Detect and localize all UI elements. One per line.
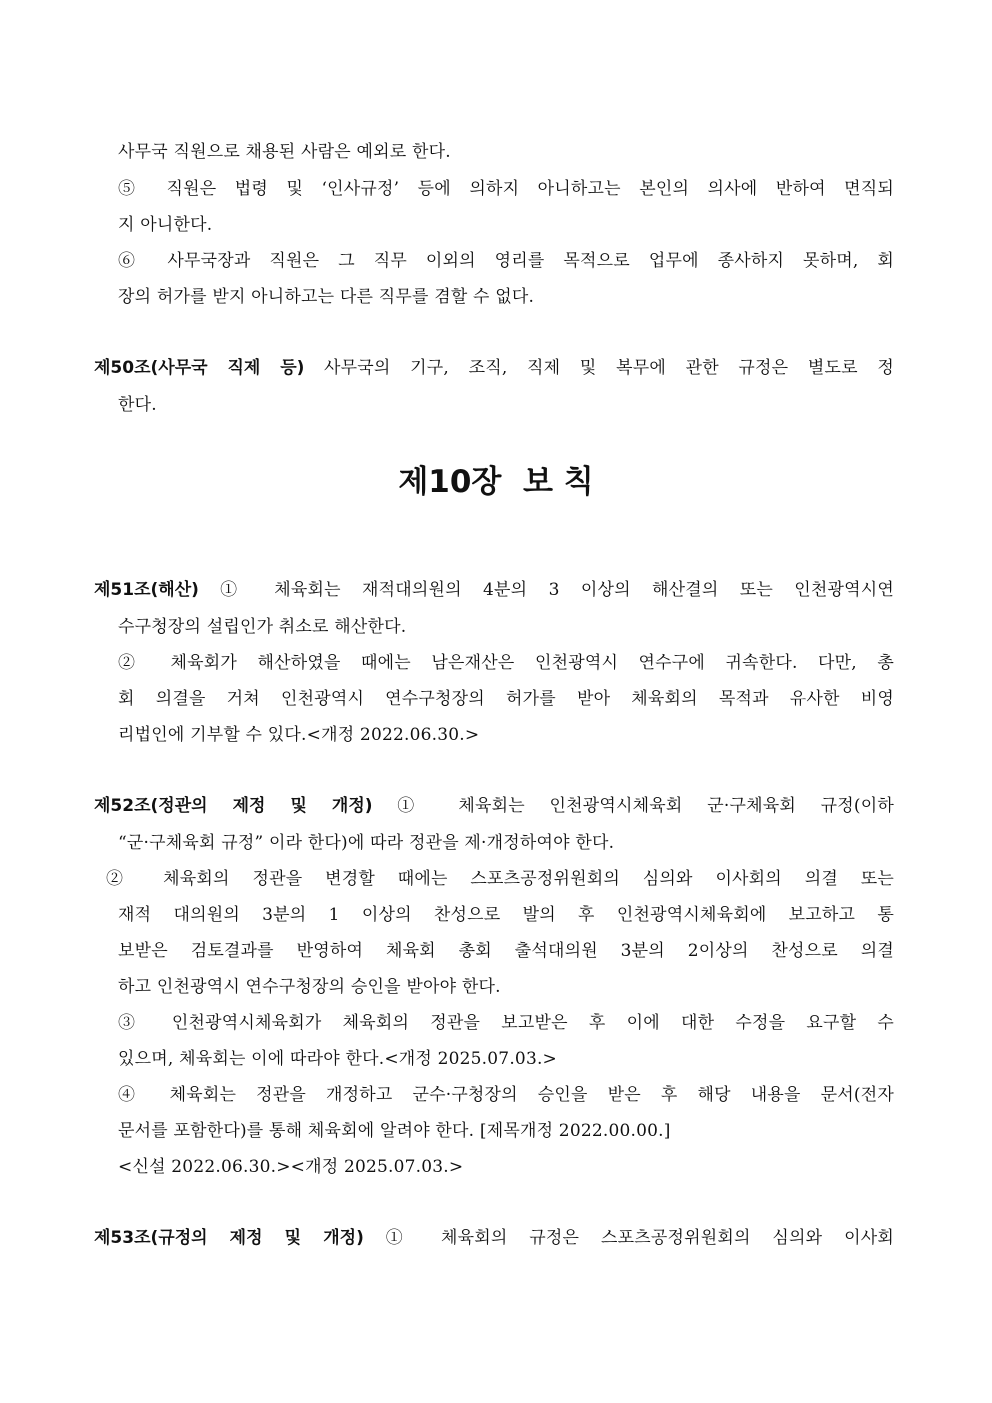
body-line: 보받은 검토결과를 반영하여 체육회 총회 출석대의원 3분의 2이상의 찬성으로 의결 bbox=[118, 941, 894, 961]
body-line: 회 의결을 거쳐 인천광역시 연수구청장의 허가를 받아 체육회의 목적과 유사한 비영 bbox=[118, 689, 894, 709]
body-line: “군·구체육회 규정” 이라 한다)에 따라 정관을 제·개정하여야 한다. bbox=[118, 833, 615, 853]
article-text: ① 체육회는 인천광역시체육회 군·구체육회 규정(이하 bbox=[372, 796, 895, 816]
article-52-heading: 제52조(정관의 제정 및 개정) bbox=[94, 796, 373, 816]
chapter-title: 제10장 보 칙 bbox=[398, 464, 594, 500]
body-line: 문서를 포함한다)를 통해 체육회에 알려야 한다. [제목개정 2022.00.00.] bbox=[118, 1121, 671, 1141]
body-line: 하고 인천광역시 연수구청장의 승인을 받아야 한다. bbox=[118, 977, 501, 997]
body-line: 재적 대의원의 3분의 1 이상의 찬성으로 발의 후 인천광역시체육회에 보고하고 통 bbox=[118, 905, 894, 925]
article-50-line bbox=[94, 356, 894, 380]
body-line: ② 체육회의 정관을 변경할 때에는 스포츠공정위원회의 심의와 이사회의 의결 또는 bbox=[106, 869, 894, 889]
body-line: 한다. bbox=[118, 395, 157, 415]
article-text: ① 체육회는 재적대의원의 4분의 3 이상의 해산결의 또는 인천광역시연 bbox=[198, 580, 894, 600]
body-line: 지 아니한다. bbox=[118, 215, 213, 235]
article-53-heading: 제53조(규정의 제정 및 개정) bbox=[94, 1228, 364, 1248]
article-53-line bbox=[94, 1226, 894, 1250]
body-line: ④ 체육회는 정관을 개정하고 군수·구청장의 승인을 받은 후 해당 내용을 문서(전자 bbox=[118, 1085, 894, 1105]
article-51-heading: 제51조(해산) bbox=[94, 580, 199, 600]
body-line: 리법인에 기부할 수 있다.<개정 2022.06.30.> bbox=[118, 725, 480, 745]
article-text: ① 체육회의 규정은 스포츠공정위원회의 심의와 이사회 bbox=[363, 1228, 894, 1248]
article-51-line bbox=[94, 578, 894, 602]
article-text: 사무국의 기구, 조직, 직제 및 복무에 관한 규정은 별도로 정 bbox=[304, 358, 894, 378]
body-line: ⑤ 직원은 법령 및 ‘인사규정’ 등에 의하지 아니하고는 본인의 의사에 반하여 면직되 bbox=[118, 179, 894, 199]
body-line: 수구청장의 설립인가 취소로 해산한다. bbox=[118, 617, 407, 637]
body-line: ⑥ 사무국장과 직원은 그 직무 이외의 영리를 목적으로 업무에 종사하지 못하며, 회 bbox=[118, 251, 894, 271]
body-line: 장의 허가를 받지 아니하고는 다른 직무를 겸할 수 없다. bbox=[118, 287, 535, 307]
body-line: 사무국 직원으로 채용된 사람은 예외로 한다. bbox=[118, 142, 451, 162]
body-line: <신설 2022.06.30.><개정 2025.07.03.> bbox=[118, 1157, 464, 1177]
article-50-heading: 제50조(사무국 직제 등) bbox=[94, 358, 305, 378]
body-line: 있으며, 체육회는 이에 따라야 한다.<개정 2025.07.03.> bbox=[118, 1049, 558, 1069]
body-line: ③ 인천광역시체육회가 체육회의 정관을 보고받은 후 이에 대한 수정을 요구할 수 bbox=[118, 1013, 894, 1033]
article-52-line bbox=[94, 794, 894, 818]
body-line: ② 체육회가 해산하였을 때에는 남은재산은 인천광역시 연수구에 귀속한다. 다만, 총 bbox=[118, 653, 894, 673]
